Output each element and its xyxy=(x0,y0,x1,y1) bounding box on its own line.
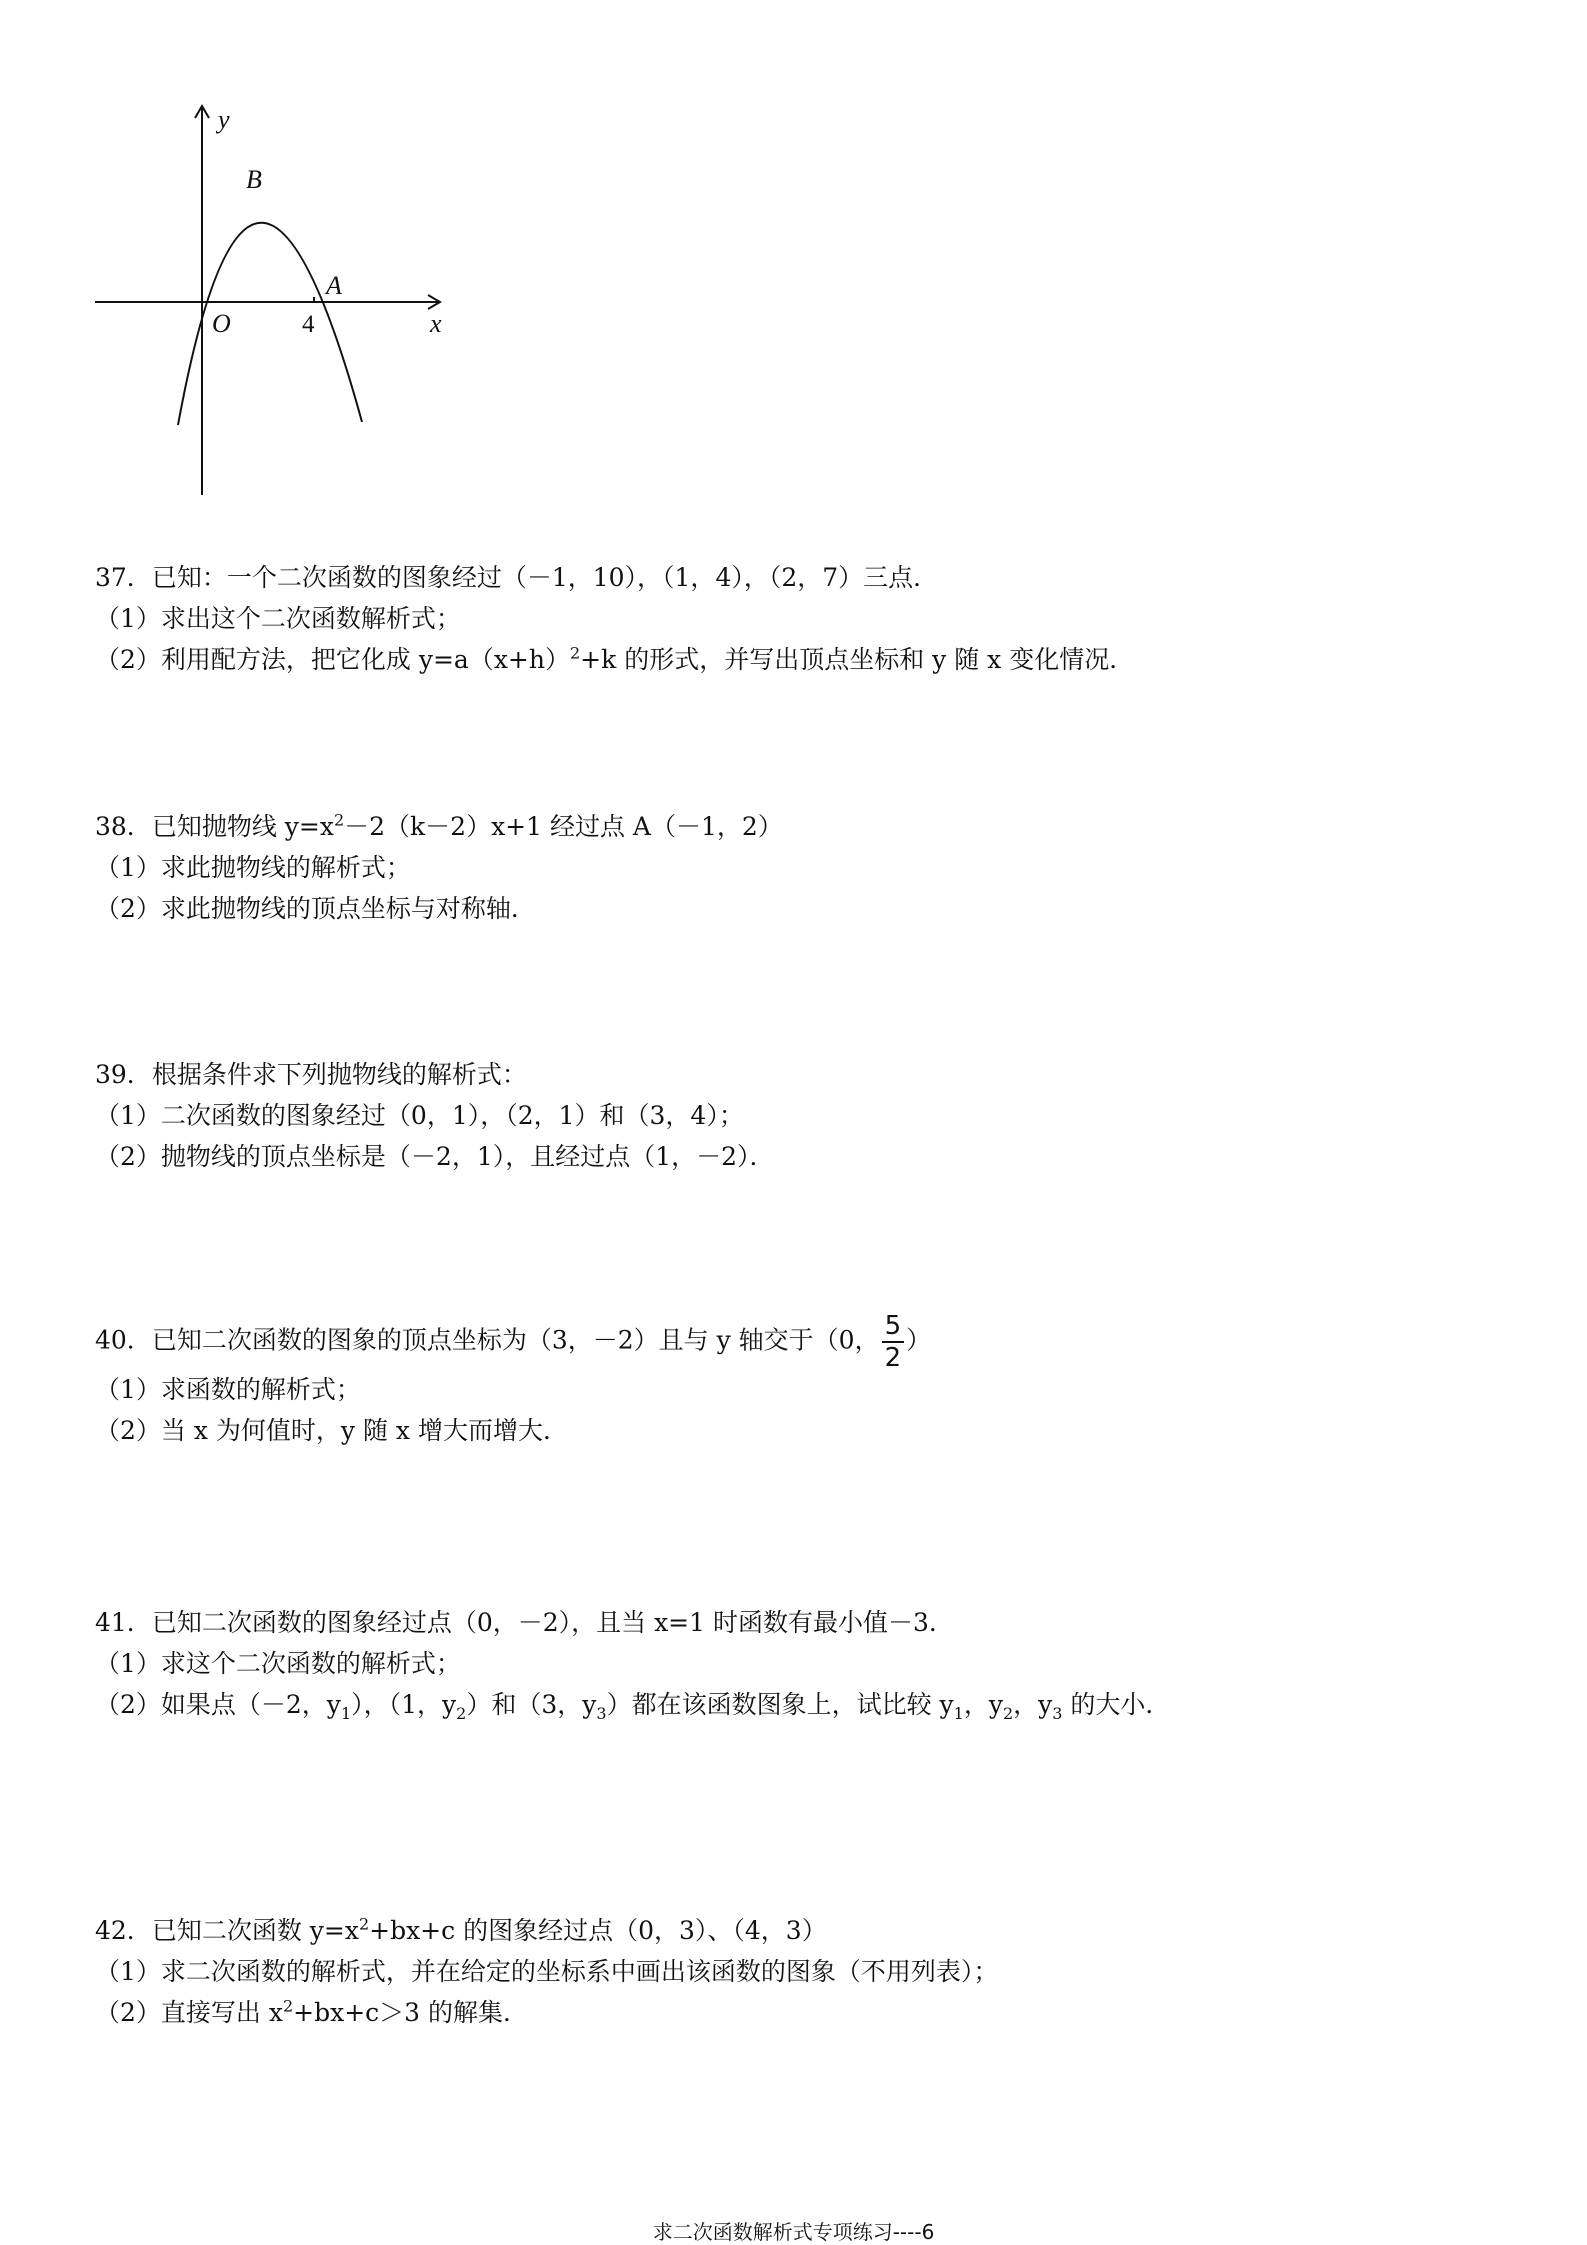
problem-stem: 38．已知抛物线 $y=x^2-2(k-2)x+1$ 经过点 A（－1，2） xyxy=(95,810,783,841)
part-2: （2）如果点（－2，$y_1$），（1，$y_2$）和（3，$y_3$）都在该函数图象上，试比较 $y_1$，$y_2$，$y_3$ 的大小． xyxy=(95,1690,1171,1723)
part-2: （2）抛物线的顶点坐标是（－2，1），且经过点（1，－2）． xyxy=(95,1142,775,1171)
problem-stem: 40．已知二次函数的图象的顶点坐标为（3，－2）且与 y 轴交于（0， $\frac{5}{2}$ ） xyxy=(95,1311,932,1373)
tick-4-label: 4 xyxy=(302,311,315,338)
problem-stem: 37．已知：一个二次函数的图象经过（－1，10），（1，4），（2，7）三点． xyxy=(95,563,939,592)
part-1: （1）求函数的解析式； xyxy=(95,1375,361,1404)
problem-stem: 42．已知二次函数 $y=x^2+bx+c$ 的图象经过点（0，3）、（4，3） xyxy=(95,1914,827,1945)
problem-39 xyxy=(95,1054,1495,1177)
part-2: （2）直接写出 $x^2+bx+c>3$ 的解集． xyxy=(95,1996,528,2027)
problem-number: 40． xyxy=(95,1325,152,1355)
problem-38 xyxy=(95,806,1495,929)
part-1: （1）求二次函数的解析式，并在给定的坐标系中画出该函数的图象（不用列表）； xyxy=(95,1957,999,1986)
problem-number: 37． xyxy=(95,563,152,592)
x-axis-label: x xyxy=(430,309,442,338)
problem-42 xyxy=(95,1910,1495,2033)
problem-number: 41． xyxy=(95,1608,152,1637)
problem-number: 39． xyxy=(95,1060,152,1089)
problem-40 xyxy=(95,1311,1495,1451)
page-footer: 求二次函数解析式专项练习----6 xyxy=(652,2220,935,2244)
part-1: （1）求出这个二次函数解析式； xyxy=(95,604,461,633)
parabola-figure xyxy=(90,100,470,500)
point-b-label: B xyxy=(246,165,262,194)
part-2: （2）当 x 为何值时，y 随 x 增大而增大． xyxy=(95,1416,568,1445)
problem-number: 38． xyxy=(95,812,152,841)
fraction-five-halves: $\frac{5}{2}$ xyxy=(882,1311,905,1373)
parabola-curve xyxy=(178,223,362,425)
part-1: （1）求这个二次函数的解析式； xyxy=(95,1649,461,1678)
part-2: （2）利用配方法，把它化成 $y=a(x+h)^2+k$ 的形式，并写出顶点坐标和 y 随 x 变化情况． xyxy=(95,643,1135,674)
problem-41 xyxy=(95,1602,1495,1725)
origin-label: O xyxy=(212,309,231,338)
part-1: （1）求此抛物线的解析式； xyxy=(95,853,411,882)
problem-number: 42． xyxy=(95,1916,152,1945)
point-a-label: A xyxy=(326,271,342,300)
y-axis-label: y xyxy=(218,105,230,134)
problem-stem: 39．根据条件求下列抛物线的解析式： xyxy=(95,1060,527,1089)
part-1: （1）二次函数的图象经过（0，1），（2，1）和（3，4）； xyxy=(95,1101,744,1130)
problem-37 xyxy=(95,557,1495,680)
part-2: （2）求此抛物线的顶点坐标与对称轴． xyxy=(95,894,536,923)
problem-stem: 41．已知二次函数的图象经过点（0，－2），且当 x=1 时函数有最小值－3． xyxy=(95,1608,954,1637)
